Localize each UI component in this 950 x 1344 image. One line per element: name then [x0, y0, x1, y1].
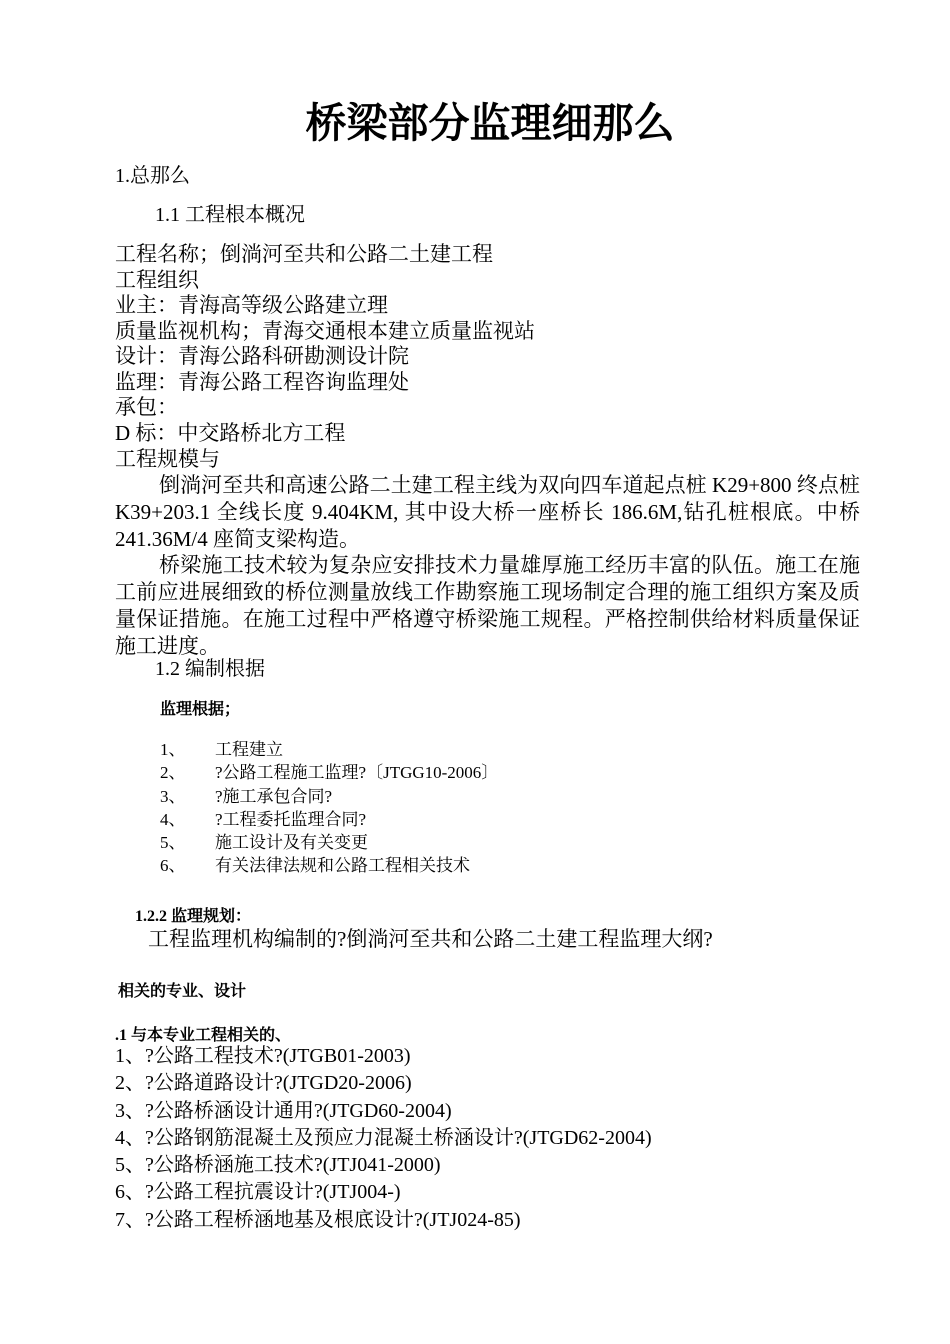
info-line: 工程名称；倒淌河至共和公路二土建工程 — [115, 242, 493, 266]
info-line: D 标：中交路桥北方工程 — [115, 421, 346, 445]
document-title: 桥梁部分监理细那么 — [305, 100, 675, 146]
info-line: 监理：青海公路工程咨询监理处 — [115, 370, 409, 394]
info-line: 业主：青海高等级公路建立理 — [115, 293, 388, 317]
basis-heading: 监理根据； — [160, 701, 241, 718]
info-line: 工程规模与 — [115, 447, 220, 471]
related-subheading: .1 与本专业工程相关的、 — [115, 1027, 292, 1044]
list-item: 3、?公路桥涵设计通用?(JTGD60-2004) — [115, 1099, 452, 1122]
section-heading-basis: 1.2 编制根据 — [155, 658, 265, 680]
list-item: 2、?公路道路设计?(JTGD20-2006) — [115, 1072, 412, 1095]
paragraph-construction-tech: 桥梁施工技术较为复杂应安排技术力量雄厚施工经历丰富的队伍。施工在施工前应进展细致的桥位测量放线工作勘察施工现场制定合理的施工组织方案及质量保证措施。在施工过程中严格遵守桥梁施工规程。严格控制供给材料质量保证施工进度。 — [115, 553, 860, 658]
list-item: 7、?公路工程桥涵地基及根底设计?(JTJ024-85) — [115, 1208, 521, 1231]
standards-list — [115, 1043, 652, 1234]
paragraph-project-scale: 倒淌河至共和高速公路二土建工程主线为双向四车道起点桩 K29+800 终点桩 K39+203.1 全线长度 9.404KM, 其中设大桥一座桥长 186.6M,钻孔桩根底。中桥 241.36M/4 座简支梁构造。 — [115, 473, 860, 551]
list-item: 6、?公路工程抗震设计?(JTJ004-) — [115, 1181, 401, 1204]
section-heading-general: 1.总那么 — [115, 165, 190, 187]
section-heading-plan: 1.2.2 监理规划： — [135, 908, 252, 925]
info-line: 质量监视机构；青海交通根本建立质量监视站 — [115, 319, 535, 343]
info-line: 工程组织 — [115, 268, 199, 292]
section-heading-overview: 1.1 工程根本概况 — [155, 204, 305, 226]
list-item: 4、?公路钢筋混凝土及预应力混凝土桥涵设计?(JTGD62-2004) — [115, 1126, 652, 1149]
info-line: 设计：青海公路科研勘测设计院 — [115, 344, 409, 368]
plan-text: 工程监理机构编制的?倒淌河至共和公路二土建工程监理大纲? — [148, 927, 713, 951]
list-item: 1、?公路工程技术?(JTGB01-2003) — [115, 1045, 411, 1067]
info-line: 承包： — [115, 395, 178, 419]
related-heading: 相关的专业、设计 — [118, 983, 247, 1000]
list-item: 5、?公路桥涵施工技术?(JTJ041-2000) — [115, 1154, 441, 1177]
document-page: 桥梁部分监理细那么 1.总那么 1.1 工程根本概况 工程名称；倒淌河至共和公路二土建工程 工程组织 业主：青海高等级公路建立理 质量监视机构；青海交通根本建立质量监视站 设计：青海公路科研勘测设计院 监理：青海公路工程咨询监理处 承包： D 标：中交路桥北方工程 工程规模与 倒淌河至共和高速公路二土建工程主线为双向四车道起点桩 K29+800 终点桩 K39+203.1 全线长度 9.404KM, 其中设大桥一座桥长 186.6M,钻孔桩根底。中桥 241.36M/4 座简支梁构造。 桥梁施工技术较为复杂应安排技术力量雄厚施工经历丰富的队伍。施工在施工前应进展细致的桥位测量放线工作勘察施工现场制定合理的施工组织方案及质量保证措施。在施工过程中严格遵守桥梁施工规程。严格控制供给材料质量保证施工进度。 1.2 编制根据 监理根据； 1、 工程建立 2、 ?公路工程施工监理?〔JTGG10-2006〕 3、 ?施工承包合同? 4、 ?工程委托监理合同? 5、 施工设计及有关变更 6、 有关法律法规和公路工程相关技术 1.2.2 监理规划： 工程监理机构编制的?倒淌河至共和公路二土建工程监理大纲? 相关的专业、设计 .1 与本专业工程相关的、 1、?公路工程技术?(JTGB01-2003) 2、?公路道路设计?(JTGD20-2006) 3、?公路桥涵设计通用?(JTGD60-2004) 4、?公路钢筋混凝土及预应力混凝土桥涵设计?(JTGD62-2004) 5、?公路桥涵施工技术?(JTJ041-2000) 6、?公路工程抗震设计?(JTJ004-) 7、?公路工程桥涵地基及根底设计?(JTJ024-85) — [0, 0, 950, 1344]
